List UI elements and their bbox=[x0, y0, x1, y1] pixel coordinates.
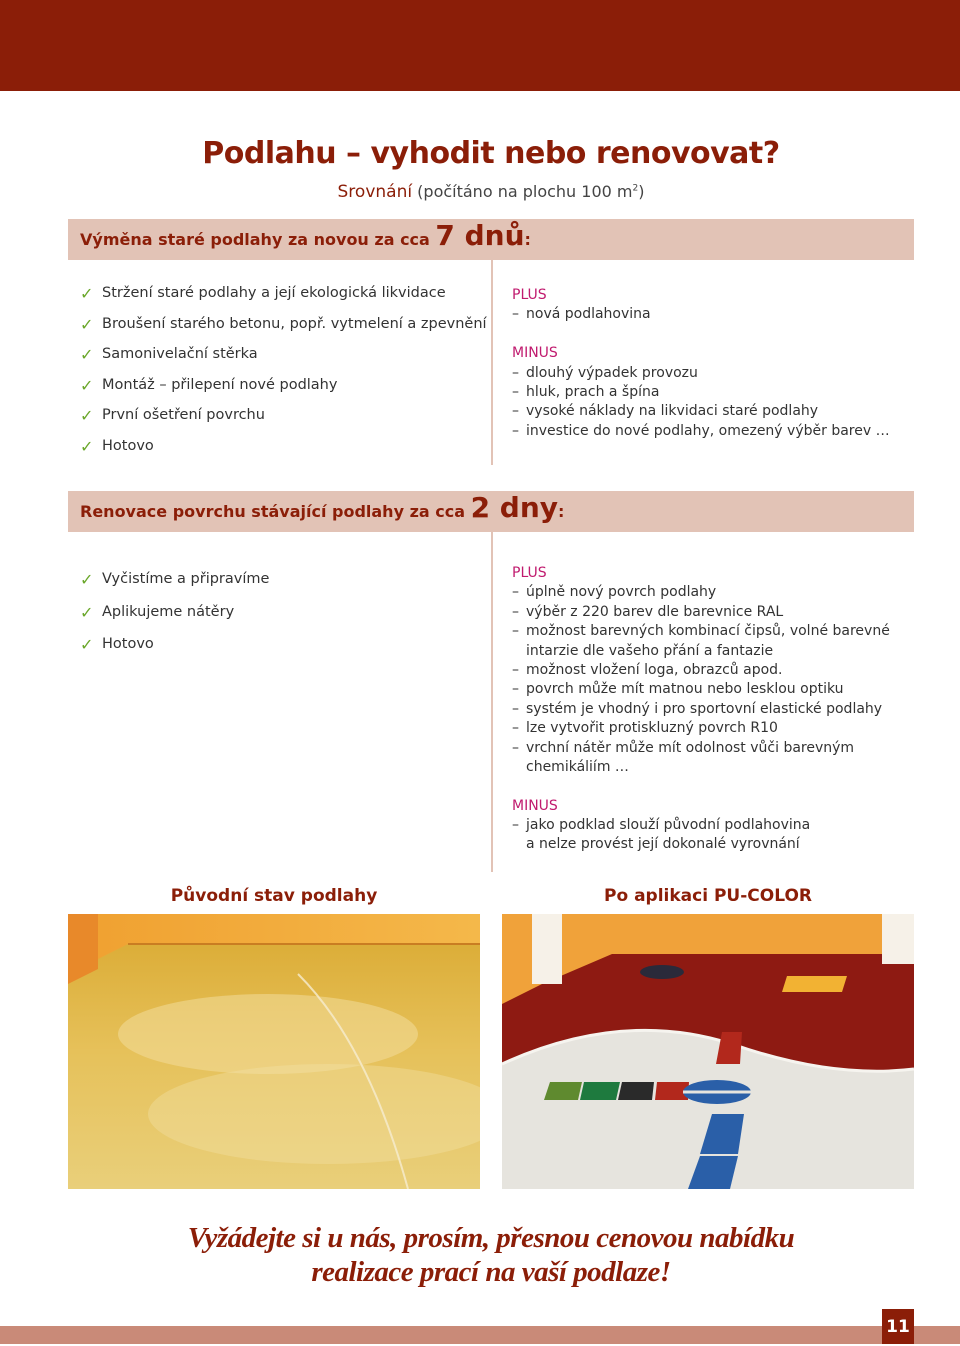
plus-item: – povrch může mít matnou nebo lesklou optiku bbox=[512, 680, 890, 699]
minus-item-continuation: a nelze provést její dokonalé vyrovnání bbox=[526, 836, 800, 853]
list-item bbox=[80, 438, 487, 469]
page-number: 11 bbox=[882, 1309, 914, 1344]
check-icon: ✓ bbox=[80, 345, 94, 364]
section2-band-text: Renovace povrchu stávající podlahy za cca bbox=[80, 502, 471, 521]
minus-item: – investice do nové podlahy, omezený výběr barev … bbox=[512, 422, 890, 441]
list-item-label: Vyčistíme a připravíme bbox=[102, 571, 270, 587]
minus-heading: MINUS bbox=[512, 797, 558, 814]
after-photo-illustration bbox=[502, 914, 914, 1189]
section1-divider bbox=[491, 260, 493, 465]
plus-item: – lze vytvořit protiskluzný povrch R10 bbox=[512, 719, 890, 738]
list-item-label: Hotovo bbox=[102, 636, 154, 652]
plus-item: – systém je vhodný i pro sportovní elastické podlahy bbox=[512, 700, 890, 719]
list-item bbox=[80, 285, 487, 316]
section2-band-big: 2 dny bbox=[470, 491, 559, 524]
plus-item: – možnost vložení loga, obrazců apod. bbox=[512, 661, 890, 680]
list-item-label: Stržení staré podlahy a její ekologická likvidace bbox=[102, 285, 446, 301]
section1-band-text: Výměna staré podlahy za novou za cca bbox=[80, 230, 436, 249]
check-icon: ✓ bbox=[80, 436, 94, 456]
plus-item-continuation: intarzie dle vašeho přání a fantazie bbox=[526, 642, 774, 659]
check-icon: ✓ bbox=[80, 570, 94, 589]
subtitle-strong: Srovnání bbox=[337, 182, 413, 202]
subtitle-end: ) bbox=[638, 182, 645, 201]
list-item-label: První ošetření povrchu bbox=[102, 407, 265, 423]
page-title: Podlahu – vyhodit nebo renovovat? bbox=[202, 136, 780, 171]
minus-item: – hluk, prach a špína bbox=[512, 383, 890, 402]
plus-item: – úplně nový povrch podlahy bbox=[512, 583, 890, 602]
before-photo bbox=[68, 914, 480, 1189]
section2-proscons bbox=[512, 564, 890, 855]
cta-line-2: realizace prací na vaší podlaze! bbox=[311, 1256, 671, 1288]
section2-checklist bbox=[80, 571, 269, 669]
plus-item-continuation: chemikáliím … bbox=[526, 758, 629, 775]
section2-band bbox=[68, 491, 914, 532]
plus-item: – vrchní nátěr může mít odolnost vůči barevným bbox=[512, 739, 890, 758]
list-item bbox=[80, 377, 487, 408]
top-banner bbox=[0, 0, 960, 91]
section1-band-big: 7 dnů bbox=[435, 219, 525, 252]
plus-item: – možnost barevných kombinací čipsů, volné barevné bbox=[512, 622, 890, 641]
section2-divider bbox=[491, 532, 493, 872]
section1-proscons bbox=[512, 286, 890, 441]
section1-checklist bbox=[80, 285, 487, 468]
list-item bbox=[80, 407, 487, 438]
check-icon: ✓ bbox=[80, 602, 94, 622]
list-item-label: Samonivelační stěrka bbox=[102, 346, 258, 362]
list-item bbox=[80, 604, 269, 637]
list-item-label: Hotovo bbox=[102, 437, 154, 454]
list-item bbox=[80, 571, 269, 604]
plus-item: – nová podlahovina bbox=[512, 305, 890, 324]
minus-item: – vysoké náklady na likvidaci staré podlahy bbox=[512, 402, 890, 421]
plus-heading: PLUS bbox=[512, 565, 547, 581]
list-item bbox=[80, 316, 487, 347]
after-photo bbox=[502, 914, 914, 1189]
check-icon: ✓ bbox=[80, 406, 94, 425]
list-item-label: Montáž – přilepení nové podlahy bbox=[102, 376, 338, 393]
plus-item: – výběr z 220 barev dle barevnice RAL bbox=[512, 603, 890, 622]
section1-band-colon: : bbox=[524, 230, 531, 249]
minus-item: – dlouhý výpadek provozu bbox=[512, 364, 890, 383]
section2-band-colon: : bbox=[558, 502, 565, 521]
check-icon: ✓ bbox=[80, 314, 94, 334]
minus-heading: MINUS bbox=[512, 345, 558, 362]
minus-item: – jako podklad slouží původní podlahovina bbox=[512, 816, 890, 835]
plus-heading: PLUS bbox=[512, 287, 547, 303]
list-item-label: Aplikujeme nátěry bbox=[102, 603, 235, 620]
list-item bbox=[80, 636, 269, 669]
bottom-banner bbox=[0, 1326, 960, 1344]
after-caption: Po aplikaci PU-COLOR bbox=[604, 886, 812, 906]
cta-line-1: Vyžádejte si u nás, prosím, přesnou cenovou nabídku bbox=[187, 1222, 795, 1254]
check-icon: ✓ bbox=[80, 375, 94, 395]
section1-band bbox=[68, 219, 914, 260]
page-subtitle bbox=[0, 182, 960, 202]
list-item bbox=[80, 346, 487, 377]
before-caption: Původní stav podlahy bbox=[170, 886, 378, 906]
subtitle-sup: 2 bbox=[632, 183, 639, 194]
before-photo-illustration bbox=[68, 914, 480, 1189]
check-icon: ✓ bbox=[80, 284, 94, 303]
subtitle-text: (počítáno na plochu 100 m bbox=[417, 182, 633, 201]
list-item-label: Broušení starého betonu, popř. vytmelení a zpevnění bbox=[102, 315, 487, 332]
check-icon: ✓ bbox=[80, 635, 94, 654]
